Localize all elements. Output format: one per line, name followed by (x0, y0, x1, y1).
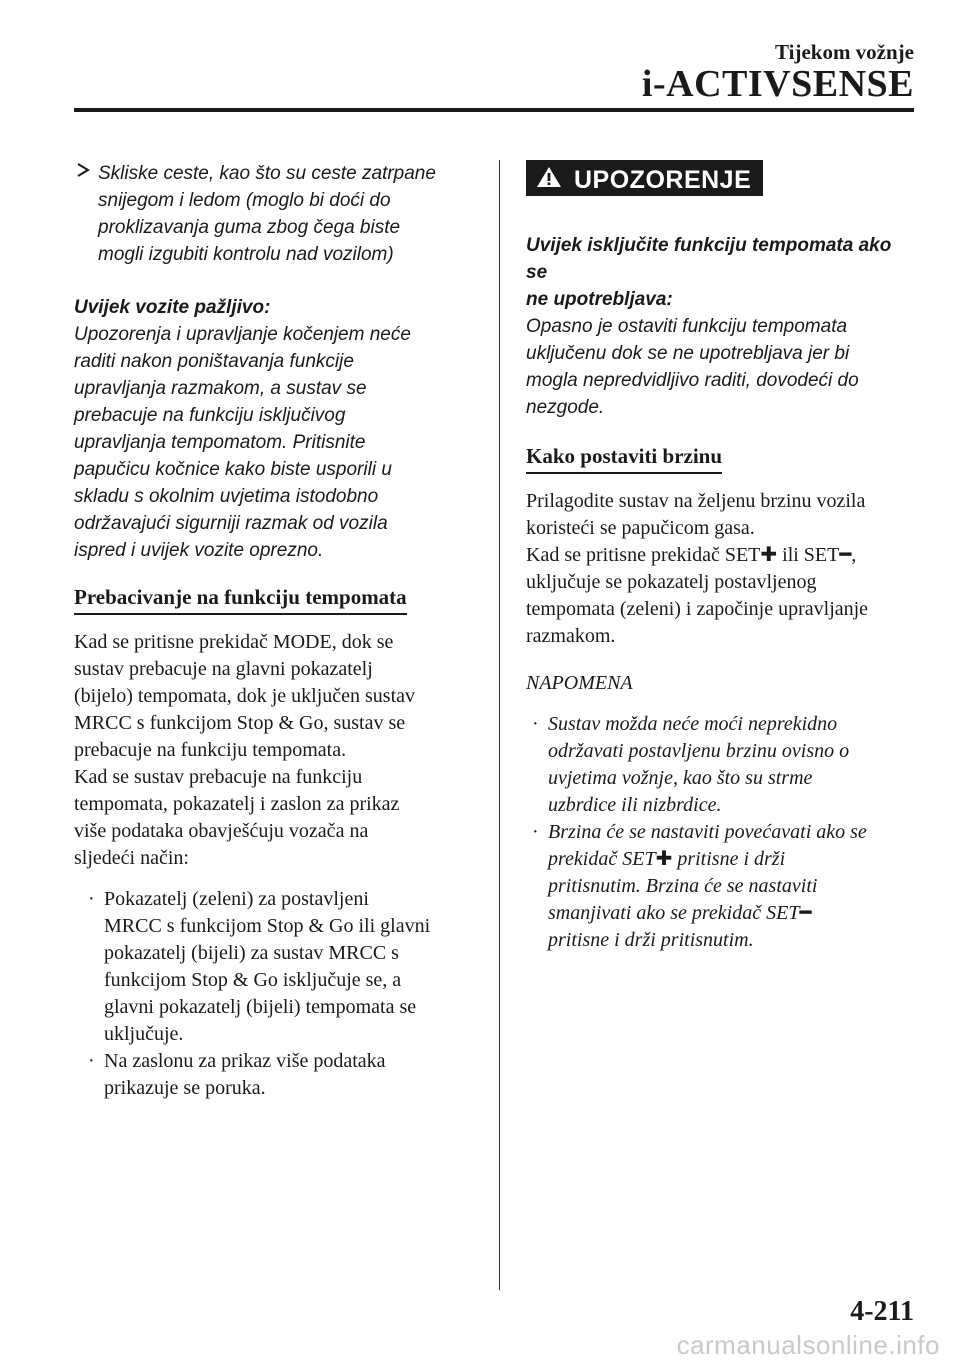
minus-icon: ━ (799, 902, 812, 924)
warning-line: Opasno je ostaviti funkciju tempomata (526, 316, 848, 337)
bullet-line: glavni pokazatelj (bijeli) tempomata se (104, 996, 417, 1018)
body-line: MRCC s funkcijom Stop & Go, sustav se (74, 712, 406, 734)
bullet-line: MRCC s funkcijom Stop & Go ili glavni (104, 915, 431, 937)
note-segment: pritisne i drži (672, 848, 786, 870)
warning-heading-line: ne upotrebljava: (526, 289, 673, 310)
bullet-line: funkcijom Stop & Go isključuje se, a (104, 969, 402, 991)
careful-line: upravljanja tempomatom. Pritisnite (74, 432, 366, 453)
warning-heading (526, 232, 916, 313)
minus-icon: ━ (839, 544, 852, 566)
body-line: uključuje se pokazatelj postavljenog (526, 571, 817, 593)
body-line (526, 542, 916, 569)
note-item (526, 819, 916, 954)
warning-icon (536, 166, 562, 193)
body-line: tempomata, pokazatelj i zaslon za prikaz (74, 793, 400, 815)
warning-condition-item (74, 160, 474, 268)
bullet-line: uključuje. (104, 1023, 184, 1045)
careful-line: papučicu kočnice kako biste usporili u (74, 459, 392, 480)
warning-heading-line: Uvijek isključite funkciju tempomata ako se (526, 235, 892, 283)
body-line: više podataka obavješćuju vozača na (74, 820, 369, 842)
body-line: razmakom. (526, 625, 616, 647)
note-line: uzbrdice ili nizbrdice. (548, 794, 722, 816)
body-line: (bijelo) tempomata, dok je uključen sustav (74, 685, 416, 707)
page-number: 4-211 (850, 1296, 914, 1327)
bullet-line: prikazuje se poruka. (104, 1077, 266, 1099)
header-title: i-ACTIVSENSE (641, 63, 914, 105)
note-heading: NAPOMENA (526, 672, 633, 694)
warn-line: proklizavanja guma zbog čega biste (98, 217, 401, 238)
note-segment: prekidač SET (548, 848, 656, 870)
list-item (74, 1048, 474, 1102)
header-rule (74, 108, 914, 112)
column-divider (499, 160, 500, 1290)
careful-line: skladu s okolnim uvjetima istodobno (74, 486, 379, 507)
warning-line: mogla nepredvidljivo raditi, dovodeći do (526, 370, 859, 391)
note-line: održavati postavljenu brzinu ovisno o (548, 740, 850, 762)
bullet-line: pokazatelj (bijeli) za sustav MRCC s (104, 942, 399, 964)
body-line: tempomata (zeleni) i započinje upravljanje (526, 598, 869, 620)
section-heading-speed: Kako postaviti brzinu (526, 443, 722, 474)
triangle-bullet-icon (76, 160, 90, 187)
bullet-line: Na zaslonu za prikaz više podataka (104, 1050, 386, 1072)
plus-icon: ✚ (655, 848, 673, 870)
note-line: pritisne i drži pritisnutim. (548, 929, 754, 951)
note-line: Brzina će se nastaviti povećavati ako se (548, 821, 867, 843)
warning-line: uključenu dok se ne upotrebljava jer bi (526, 343, 850, 364)
warning-label: UPOZORENJE (574, 165, 752, 194)
careful-heading: Uvijek vozite pažljivo: (74, 297, 271, 318)
body-line: Prilagodite sustav na željenu brzinu vozila (526, 490, 866, 512)
right-column (526, 160, 916, 954)
section-heading-tempomat: Prebacivanje na funkciju tempomata (74, 584, 407, 615)
body-segment: ili SET (777, 544, 840, 566)
note-segment: smanjivati ako se prekidač SET (548, 902, 800, 924)
careful-text (74, 321, 474, 564)
warning-text (526, 313, 916, 421)
body-segment: , (851, 544, 857, 566)
left-column (74, 160, 474, 1102)
note-line (548, 900, 916, 927)
warn-line: Skliske ceste, kao što su ceste zatrpane (98, 163, 436, 184)
list-item (74, 886, 474, 1048)
careful-line: raditi nakon poništavanja funkcije (74, 351, 354, 372)
body-line: sljedeći način: (74, 847, 189, 869)
body-text (74, 629, 474, 872)
careful-line: održavajući sigurniji razmak od vozila (74, 513, 388, 534)
bullet-line: Pokazatelj (zeleni) za postavljeni (104, 888, 369, 910)
speed-body-text (526, 488, 916, 650)
careful-line: upravljanja razmakom, a sustav se (74, 378, 367, 399)
warn-line: snijegom i ledom (moglo bi doći do (98, 190, 391, 211)
bullet-dot-icon: · (88, 888, 95, 910)
warning-line: nezgode. (526, 397, 605, 418)
careful-line: ispred i uvijek vozite oprezno. (74, 540, 324, 561)
warning-banner (526, 160, 763, 196)
bullet-dot-icon: · (532, 713, 539, 735)
careful-line: prebacuje na funkciju isključivog (74, 405, 346, 426)
plus-icon: ✚ (760, 544, 778, 566)
body-line: sustav prebacuje na glavni pokazatelj (74, 658, 373, 680)
note-line: uvjetima vožnje, kao što su strme (548, 767, 813, 789)
note-item (526, 711, 916, 819)
body-line: Kad se sustav prebacuje na funkciju (74, 766, 363, 788)
bullet-dot-icon: · (532, 821, 539, 843)
note-line (548, 846, 916, 873)
note-line: pritisnutim. Brzina će se nastaviti (548, 875, 818, 897)
body-line: Kad se pritisne prekidač MODE, dok se (74, 631, 394, 653)
note-line: Sustav možda neće moći neprekidno (548, 713, 838, 735)
header-subtitle: Tijekom vožnje (774, 40, 914, 64)
body-segment: Kad se pritisne prekidač SET (526, 544, 761, 566)
body-line: prebacuje na funkciju tempomata. (74, 739, 347, 761)
watermark[interactable]: carmanualsonline.info (676, 1330, 940, 1360)
body-line: koristeći se papučicom gasa. (526, 517, 755, 539)
careful-line: Upozorenja i upravljanje kočenjem neće (74, 324, 411, 345)
warn-line: mogli izgubiti kontrolu nad vozilom) (98, 244, 394, 265)
bullet-dot-icon: · (88, 1050, 95, 1072)
